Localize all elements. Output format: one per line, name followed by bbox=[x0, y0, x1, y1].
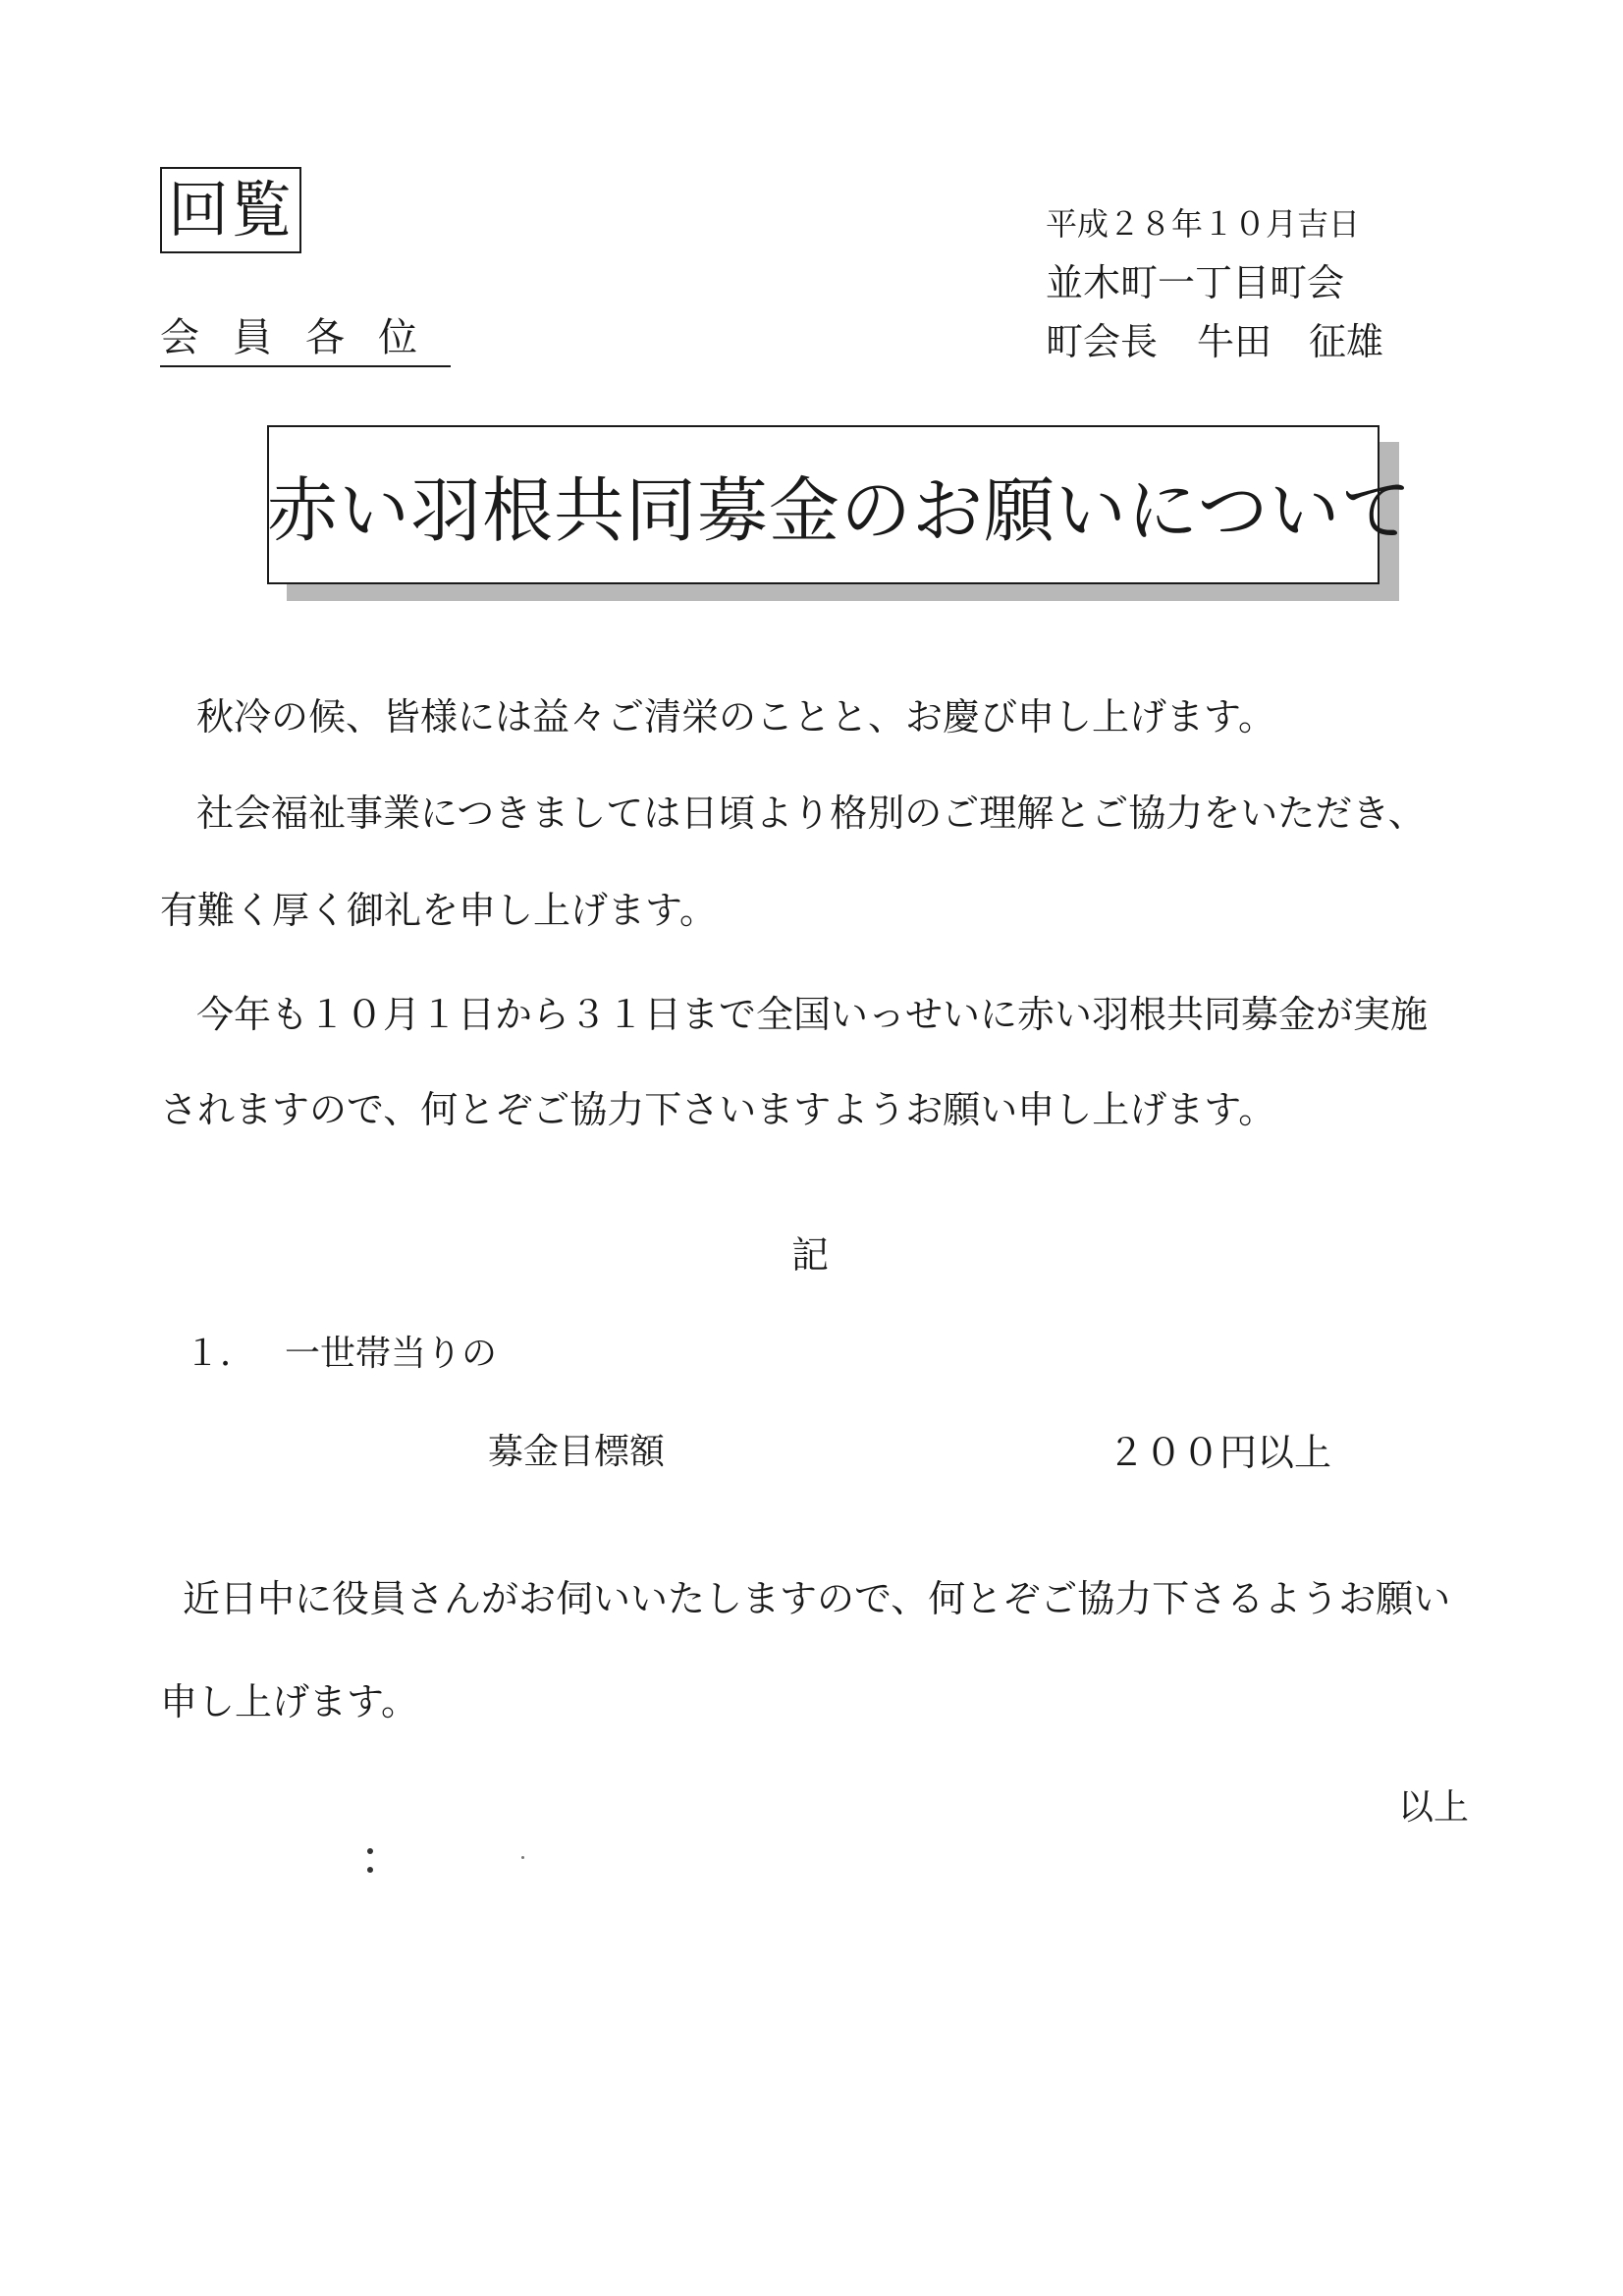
recipients-text: 会員各位 bbox=[160, 315, 451, 360]
body-paragraph-3: 有難く厚く御礼を申し上げます。 bbox=[160, 889, 717, 932]
goal-value: ２００円以上 bbox=[1108, 1431, 1332, 1474]
circulation-stamp: 回覧 bbox=[160, 167, 301, 253]
document-title: 赤い羽根共同募金のお願いについて bbox=[267, 469, 1413, 552]
goal-label: 募金目標額 bbox=[488, 1432, 666, 1472]
organization-name: 並木町一丁目町会 bbox=[1046, 261, 1345, 304]
item-label: 一世帯当りの bbox=[285, 1334, 498, 1374]
closing-text: 以上 bbox=[1398, 1787, 1470, 1828]
scan-mark-dot-1 bbox=[367, 1848, 373, 1854]
ki-heading: 記 bbox=[791, 1233, 830, 1277]
body-paragraph-2: 社会福祉事業につきましては日頃より格別のご理解とご協力をいただき、 bbox=[196, 792, 1426, 835]
sender-role: 町会長 bbox=[1046, 320, 1159, 363]
scan-mark-speck bbox=[521, 1856, 524, 1859]
scan-mark-dot-2 bbox=[367, 1867, 373, 1873]
sender-name: 牛田 征雄 bbox=[1197, 320, 1384, 363]
item-number: １． bbox=[185, 1334, 256, 1374]
issue-date: 平成２８年１０月吉日 bbox=[1046, 205, 1361, 243]
notice-line-1: 近日中に役員さんがお伺いいたしますので、何とぞご協力下さるようお願い bbox=[183, 1577, 1451, 1620]
body-paragraph-4: 今年も１０月１日から３１日まで全国いっせいに赤い羽根共同募金が実施 bbox=[196, 993, 1429, 1036]
item-1 bbox=[185, 1332, 497, 1377]
body-paragraph-1: 秋冷の候、皆様には益々ご清栄のことと、お慶び申し上げます。 bbox=[196, 695, 1275, 738]
notice-line-2: 申し上げます。 bbox=[160, 1680, 418, 1723]
sender-line bbox=[1046, 318, 1383, 365]
body-paragraph-5: されますので、何とぞご協力下さいますようお願い申し上げます。 bbox=[160, 1088, 1276, 1131]
recipients-heading bbox=[160, 312, 451, 367]
